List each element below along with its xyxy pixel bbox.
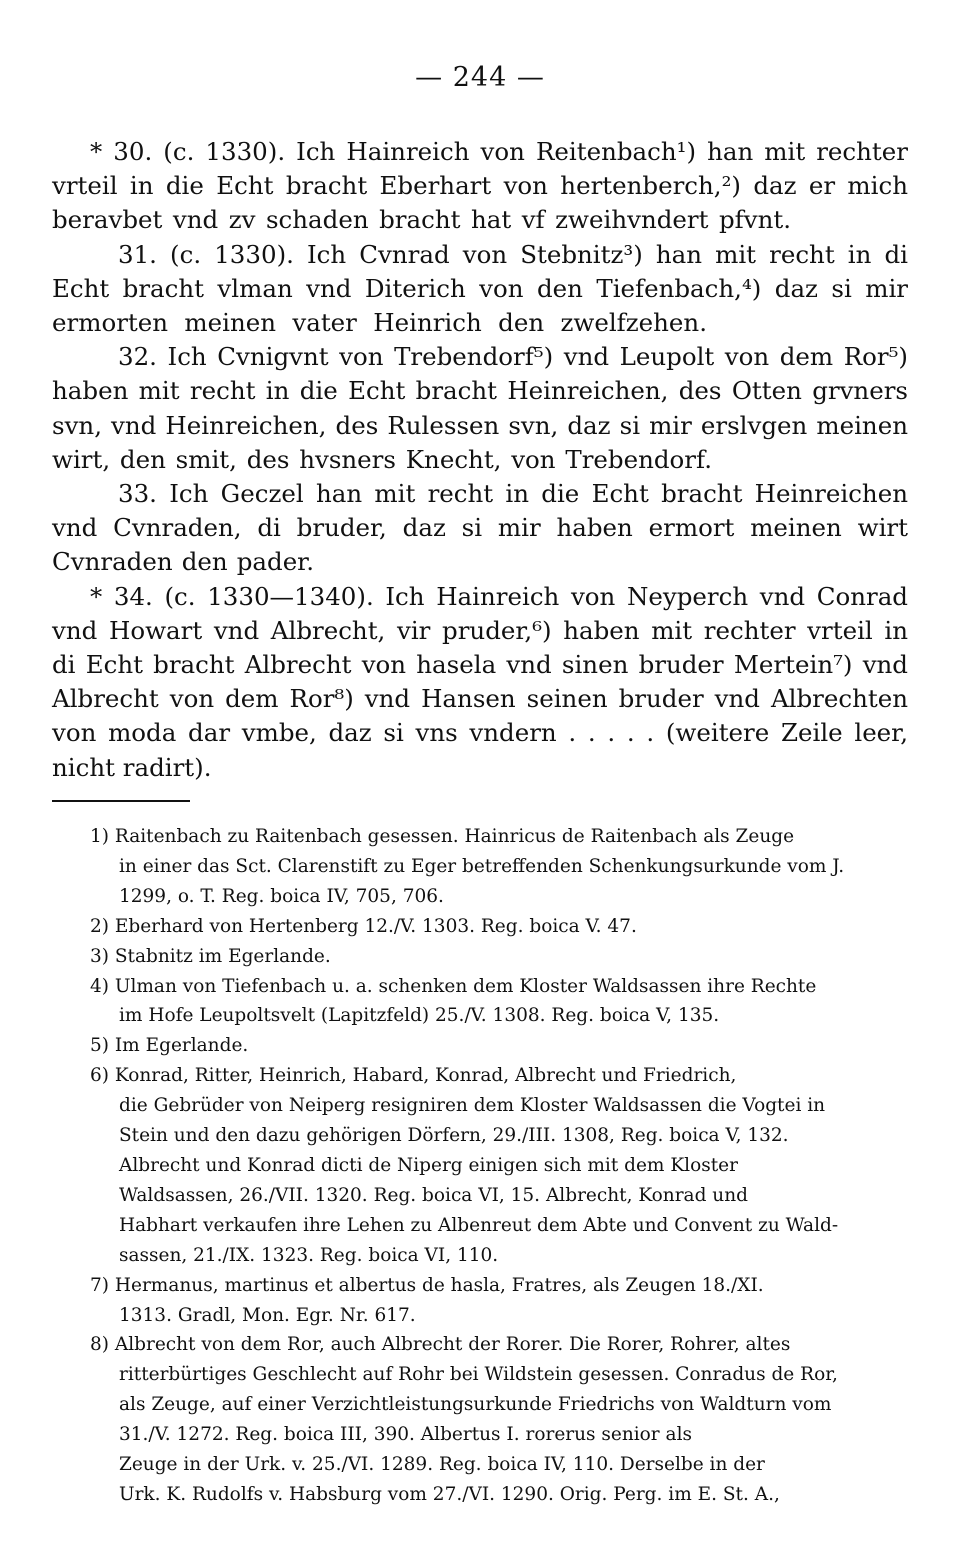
footnote-line: sassen, 21./IX. 1323. Reg. boica VI, 110. [119, 1244, 499, 1266]
footnote-line: 1) Raitenbach zu Raitenbach gesessen. Hainricus de Raitenbach als Zeuge [90, 826, 795, 847]
footnote-line: Zeuge in der Urk. v. 25./VI. 1289. Reg. boica IV, 110. Derselbe in der [119, 1454, 765, 1476]
body-line: von moda dar vmbe, daz si vns vndern . . . . . (weitere Zeile leer, [52, 718, 908, 748]
footnote-line: 1299, o. T. Reg. boica IV, 705, 706. [119, 885, 444, 907]
footnote-line: 8) Albrecht von dem Ror, auch Albrecht der Rorer. Die Rorer, Rohrer, altes [90, 1334, 791, 1356]
body-line: svn, vnd Heinreichen, des Rulessen svn, daz si mir erslvgen meinen [52, 410, 908, 440]
footnote-line: als Zeuge, auf einer Verzichtleistungsurkunde Friedrichs von Waldturn vom [119, 1394, 832, 1416]
footnote-divider [52, 800, 190, 802]
body-text [52, 135, 908, 785]
footnote-line: Albrecht und Konrad dicti de Niperg einigen sich mit dem Kloster [119, 1154, 738, 1176]
body-line: vrteil in die Echt bracht Eberhart von hertenberch,²) daz er mich [52, 171, 908, 201]
body-line: beravbet vnd zv schaden bracht hat vf zweihvndert pfvnt. [52, 205, 791, 235]
page-number: — 244 — [415, 62, 545, 93]
footnote-line: Waldsassen, 26./VII. 1320. Reg. boica VI, 15. Albrecht, Konrad und [119, 1184, 748, 1206]
footnote-line: in einer das Sct. Clarenstift zu Eger betreffenden Schenkungsurkunde vom J. [119, 855, 845, 877]
body-line: nicht radirt). [52, 752, 212, 782]
footnote-line: 3) Stabnitz im Egerlande. [90, 945, 331, 967]
body-line: * 30. (c. 1330). Ich Hainreich von Reitenbach¹) han mit rechter [90, 137, 908, 166]
footnote-line: 4) Ulman von Tiefenbach u. a. schenken dem Kloster Waldsassen ihre Rechte [90, 975, 817, 997]
body-line: * 34. (c. 1330—1340). Ich Hainreich von Neyperch vnd Conrad [90, 581, 908, 611]
body-line: vnd Cvnraden, di bruder, daz si mir haben ermort meinen wirt [52, 513, 908, 543]
footnotes [52, 822, 908, 1510]
body-line: di Echt bracht Albrecht von hasela vnd sinen bruder Mertein⁷) vnd [52, 650, 908, 680]
body-line: 31. (c. 1330). Ich Cvnrad von Stebnitz³) han mit recht in di [118, 239, 908, 269]
footnote-line: 1313. Gradl, Mon. Egr. Nr. 617. [119, 1304, 416, 1326]
footnote-line: 5) Im Egerlande. [90, 1035, 249, 1057]
footnote-line: Stein und den dazu gehörigen Dörfern, 29./III. 1308, Reg. boica V, 132. [119, 1125, 789, 1147]
body-line: Albrecht von dem Ror⁸) vnd Hansen seinen bruder vnd Albrechten [52, 684, 908, 714]
footnote-line: 6) Konrad, Ritter, Heinrich, Habard, Konrad, Albrecht und Friedrich, [90, 1065, 737, 1087]
body-line: 32. Ich Cvnigvnt von Trebendorf⁵) vnd Leupolt von dem Ror⁵) [118, 342, 908, 372]
body-line: ermorten meinen vater Heinrich den zwelfzehen. [52, 308, 707, 338]
footnote-line: Urk. K. Rudolfs v. Habsburg vom 27./VI. 1290. Orig. Perg. im E. St. A., [119, 1483, 780, 1505]
footnote-line: ritterbürtiges Geschlecht auf Rohr bei Wildstein gesessen. Conradus de Ror, [119, 1364, 838, 1386]
footnote-line: 2) Eberhard von Hertenberg 12./V. 1303. Reg. boica V. 47. [90, 915, 637, 937]
body-line: Echt bracht vlman vnd Diterich von den Tiefenbach,⁴) daz si mir [52, 273, 908, 303]
body-line: Cvnraden den pader. [52, 547, 314, 577]
footnote-line: 31./V. 1272. Reg. boica III, 390. Albertus I. rorerus senior als [119, 1424, 692, 1446]
footnote-line: Habhart verkaufen ihre Lehen zu Albenreut dem Abte und Convent zu Wald- [119, 1214, 839, 1236]
footnote-line: die Gebrüder von Neiperg resigniren dem Kloster Waldsassen die Vogtei in [119, 1095, 826, 1117]
body-line: 33. Ich Geczel han mit recht in die Echt bracht Heinreichen [118, 479, 908, 509]
footnote-line: im Hofe Leupoltsvelt (Lapitzfeld) 25./V. 1308. Reg. boica V, 135. [119, 1005, 720, 1027]
footnote-line: 7) Hermanus, martinus et albertus de hasla, Fratres, als Zeugen 18./XI. [90, 1274, 764, 1296]
body-line: vnd Howart vnd Albrecht, vir pruder,⁶) haben mit rechter vrteil in [52, 615, 908, 645]
body-line: haben mit recht in die Echt bracht Heinreichen, des Otten grvners [52, 376, 908, 406]
body-line: wirt, den smit, des hvsners Knecht, von Trebendorf. [52, 444, 712, 474]
